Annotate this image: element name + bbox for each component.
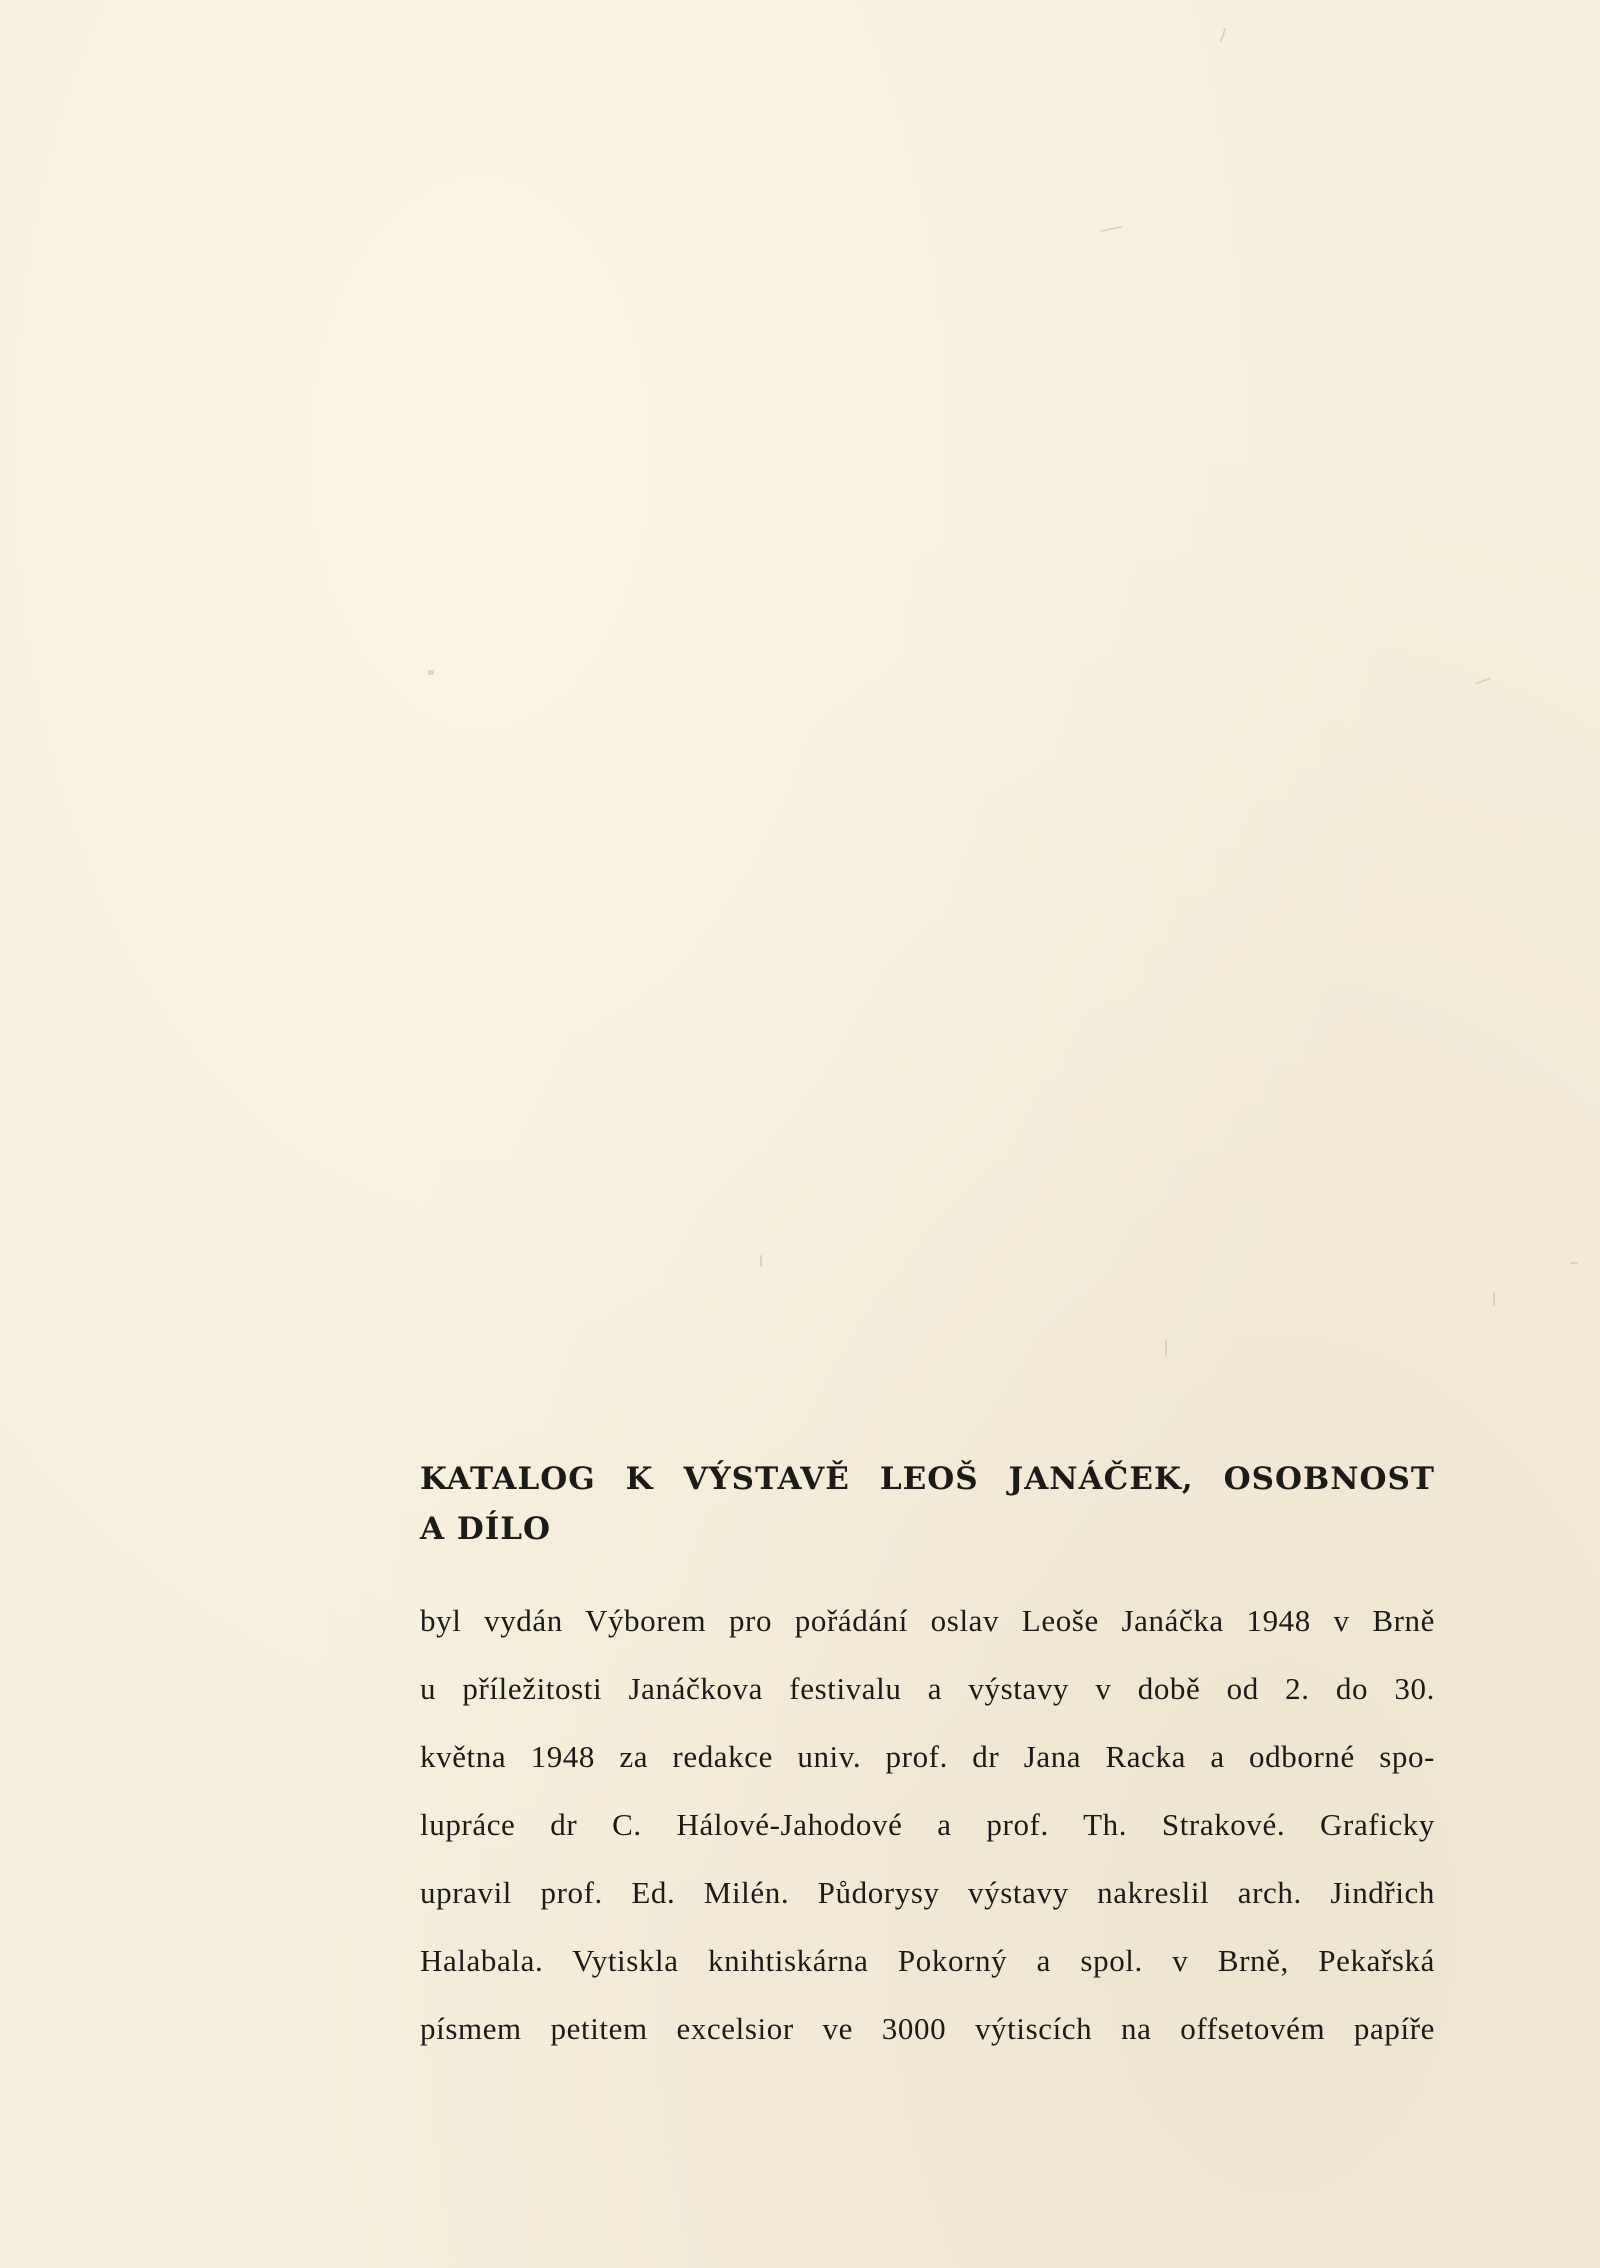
catalog-title: KATALOG K VÝSTAVĚ LEOŠ JANÁČEK, OSOBNOST — [420, 1461, 1435, 1497]
colophon-text-line: Halabala. Vytiskla knihtiskárna Pokorný a spol. v Brně, Pekařská — [420, 1943, 1435, 1978]
colophon-text-line: byl vydán Výborem pro pořádání oslav Leoše Janáčka 1948 v Brně — [420, 1603, 1435, 1638]
paper-fleck — [428, 670, 434, 675]
colophon-text-line: lupráce dr C. Hálové-Jahodové a prof. Th. Strakové. Graficky — [420, 1807, 1435, 1842]
colophon-text-line: u příležitosti Janáčkova festivalu a výstavy v době od 2. do 30. — [420, 1671, 1435, 1706]
paper-fleck — [1475, 677, 1491, 684]
paper-fleck — [1570, 1262, 1578, 1264]
colophon-text-line: písmem petitem excelsior ve 3000 výtiscích na offsetovém papíře — [420, 2011, 1435, 2046]
colophon-text-line: května 1948 za redakce univ. prof. dr Jana Racka a odborné spo- — [420, 1739, 1435, 1774]
paper-fleck — [760, 1255, 762, 1267]
colophon-text-line: upravil prof. Ed. Milén. Půdorysy výstavy nakreslil arch. Jindřich — [420, 1875, 1435, 1910]
paper-fleck — [1165, 1340, 1167, 1356]
catalog-title-continued: A DÍLO — [420, 1511, 552, 1547]
paper-fleck — [1493, 1292, 1495, 1306]
paper-fleck — [1220, 28, 1227, 42]
paper-fleck — [1100, 226, 1122, 233]
